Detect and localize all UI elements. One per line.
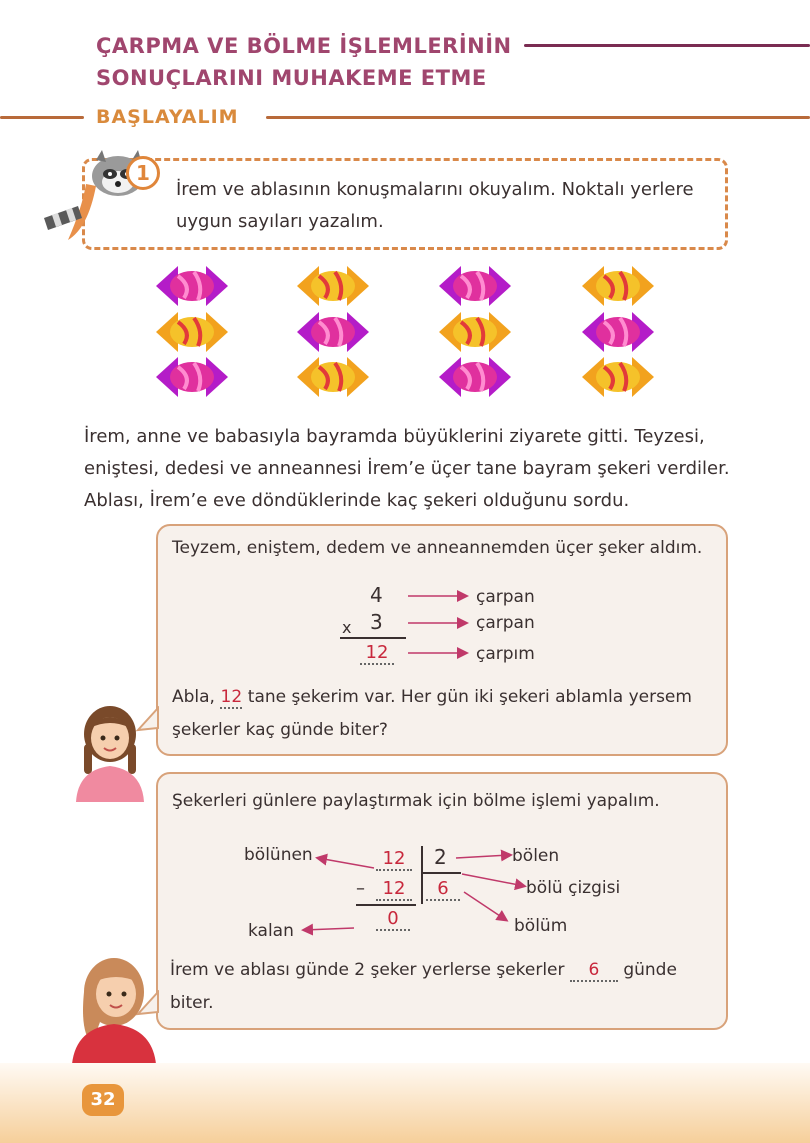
label-division-line: bölü çizgisi xyxy=(526,878,621,898)
multiplication-factor-1: 4 xyxy=(370,583,383,607)
question-text-line-2: uygun sayıları yazalım. xyxy=(176,211,384,232)
ask-part-2: tane şekerim var. Her gün iki şekeri ablamla yersem xyxy=(247,687,692,707)
answer-part-2: günde xyxy=(623,960,677,980)
section-heading: BAŞLAYALIM xyxy=(96,106,239,128)
title-line-2: SONUÇLARINI MUHAKEME ETME xyxy=(96,66,487,90)
candy-icon xyxy=(439,357,511,397)
multiplication-line xyxy=(340,637,406,639)
label-divisor: bölen xyxy=(512,846,560,866)
dividend-value: 12 xyxy=(376,848,412,871)
candy-grid xyxy=(140,262,680,402)
bubble2-line-1: Şekerleri günlere paylaştırmak için bölme işlemi yapalım. xyxy=(172,791,660,811)
subtracted-value: 12 xyxy=(376,878,412,901)
story-line-2: eniştesi, dedesi ve anneannesi İrem’e üçer tane bayram şekeri verdiler. xyxy=(84,458,730,479)
sister-avatar xyxy=(70,952,160,1064)
multiplication-sign: x xyxy=(342,618,352,637)
label-factor-2: çarpan xyxy=(476,613,535,633)
bubble1-question-line-1 xyxy=(172,687,692,709)
bubble2-answer-line-2: biter. xyxy=(170,993,214,1013)
candy-icon xyxy=(439,266,511,306)
candy-icon xyxy=(156,312,228,352)
candy-icon xyxy=(439,312,511,352)
label-product: çarpım xyxy=(476,644,535,664)
section-divider-left xyxy=(0,116,84,119)
section-divider-right xyxy=(266,116,810,119)
title-line-1: ÇARPMA VE BÖLME İŞLEMLERİNİN xyxy=(96,34,512,58)
candy-icon xyxy=(297,312,369,352)
label-remainder: kalan xyxy=(248,921,294,941)
division-arrows xyxy=(300,840,540,940)
product-arrows xyxy=(404,586,476,660)
candy-icon xyxy=(582,266,654,306)
page-number: 32 xyxy=(82,1084,124,1116)
ask-part-1: Abla, xyxy=(172,687,215,707)
candy-icon xyxy=(582,357,654,397)
minus-sign: – xyxy=(356,878,365,899)
label-quotient: bölüm xyxy=(514,916,568,936)
multiplication-factor-2: 3 xyxy=(370,610,383,634)
story-line-3: Ablası, İrem’e eve döndüklerinde kaç şekeri olduğunu sordu. xyxy=(84,490,630,511)
candy-icon xyxy=(156,266,228,306)
story-line-1: İrem, anne ve babasıyla bayramda büyüklerini ziyarete gitti. Teyzesi, xyxy=(84,426,705,447)
multiplication-product: 12 xyxy=(360,642,394,665)
bubble2-answer-line-1 xyxy=(170,960,677,982)
divisor-value: 2 xyxy=(434,845,447,869)
title-divider xyxy=(524,44,810,47)
question-text-line-1: İrem ve ablasının konuşmalarını okuyalım. Noktalı yerlere xyxy=(176,179,694,200)
candy-icon xyxy=(156,357,228,397)
candy-icon xyxy=(297,357,369,397)
label-factor-1: çarpan xyxy=(476,587,535,607)
label-dividend: bölünen xyxy=(244,845,313,865)
irem-avatar xyxy=(70,700,150,802)
candy-icon xyxy=(297,266,369,306)
remainder-value: 0 xyxy=(376,908,410,931)
ask-filled-blank: 12 xyxy=(220,687,243,707)
answer-part-1: İrem ve ablası günde 2 şeker yerlerse şekerler xyxy=(170,960,565,980)
quotient-value: 6 xyxy=(426,878,460,901)
answer-filled-blank: 6 xyxy=(570,960,618,982)
bubble1-question-line-2: şekerler kaç günde biter? xyxy=(172,720,388,740)
question-number-badge: 1 xyxy=(126,156,160,190)
bubble1-line-1: Teyzem, eniştem, dedem ve anneannemden üçer şeker aldım. xyxy=(172,538,703,558)
candy-icon xyxy=(582,312,654,352)
